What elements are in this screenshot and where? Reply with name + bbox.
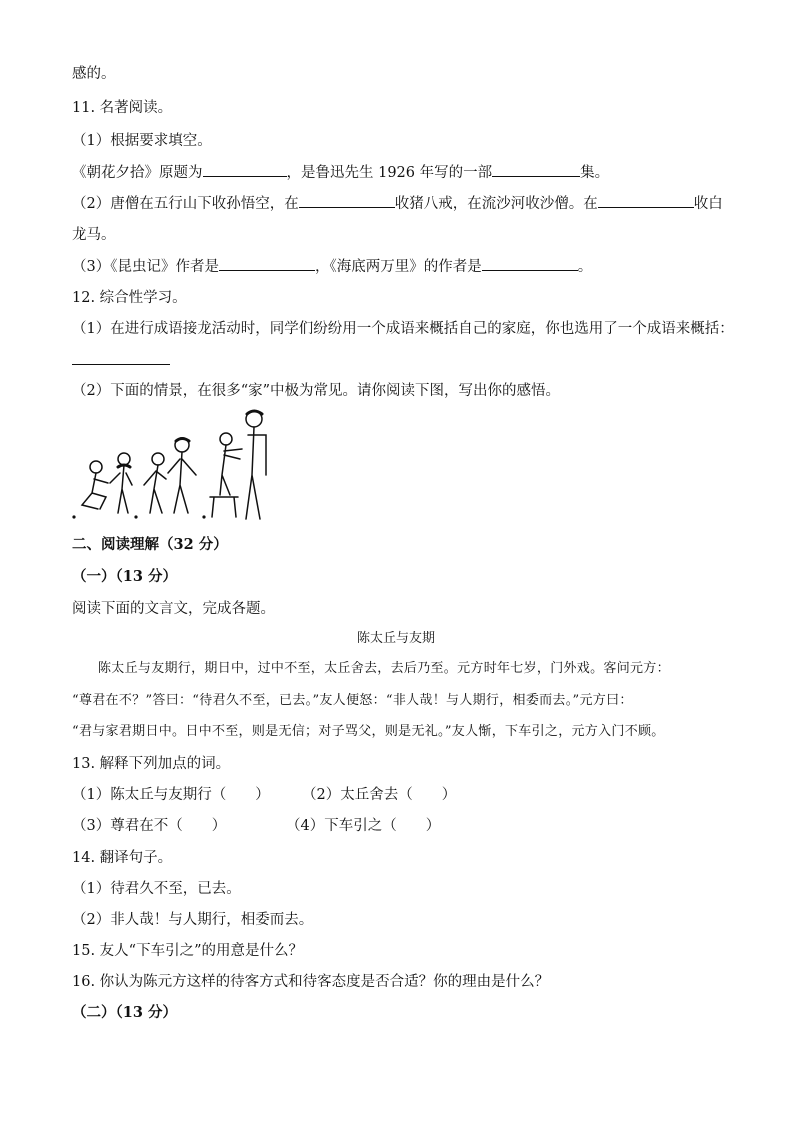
text-segment: 收白: [693, 196, 723, 212]
question-14-1: （1）待君久不至，已去。: [72, 881, 241, 897]
question-13-3: （3）尊君在不（ ）: [72, 818, 227, 834]
subsection-heading: （二）（13 分）: [72, 1004, 177, 1021]
answer-blank[interactable]: [72, 350, 170, 365]
answer-blank[interactable]: [492, 162, 580, 177]
text-segment: ，《海底两万里》的作者是: [314, 259, 482, 275]
question-13-1: （1）陈太丘与友期行（ ）: [72, 787, 270, 803]
instruction-line: 阅读下面的文言文，完成各题。: [72, 601, 275, 617]
text-segment: ，是鲁迅先生 1926 年写的一部: [286, 165, 493, 181]
text-segment: 收猪八戒，在流沙河收沙僧。在: [394, 196, 598, 212]
passage-line: 陈太丘与友期行，期日中，过中不至，太丘舍去，去后乃至。元方时年七岁，门外戏。客问元方：: [98, 661, 670, 676]
question-13-4: （4）下车引之（ ）: [286, 818, 441, 834]
answer-blank[interactable]: [598, 193, 694, 208]
stool: [210, 497, 238, 517]
figure-head: [118, 453, 130, 465]
question-14-heading: 14. 翻译句子。: [72, 850, 173, 866]
question-11-2: [72, 193, 723, 214]
question-11-heading: 11. 名著阅读。: [72, 100, 173, 116]
answer-blank[interactable]: [482, 256, 578, 271]
answer-blank[interactable]: [299, 193, 395, 208]
text-line: 感的。: [72, 66, 116, 82]
instruction-line: （1）根据要求填空。: [72, 133, 212, 149]
subsection-heading: （一）（13 分）: [72, 568, 177, 585]
answer-blank[interactable]: [219, 256, 315, 271]
text-segment: （3）《昆虫记》作者是: [72, 259, 219, 275]
figure-body: [110, 465, 132, 513]
passage-title: 陈太丘与友期: [357, 631, 436, 646]
question-12-heading: 12. 综合性学习。: [72, 290, 187, 306]
passage-line: “君与家君期日中。日中不至，则是无信；对子骂父，则是无礼。”友人惭，下车引之，元方入门不顾。: [72, 724, 665, 739]
figure-arm: [94, 479, 108, 483]
passage-line: “尊君在不？”答曰：“待君久不至，已去。”友人便怒：“非人哉！与人期行，相委而去。”元方曰：: [72, 693, 633, 708]
text-line: 龙马。: [72, 227, 116, 243]
question-12-2: （2）下面的情景，在很多“家”中极为常见。请你阅读下图，写出你的感悟。: [72, 383, 561, 399]
figure-head: [90, 461, 102, 473]
text-segment: 。: [577, 259, 593, 275]
question-14-2: （2）非人哉！与人期行，相委而去。: [72, 912, 314, 928]
question-15: 15. 友人“下车引之”的用意是什么？: [72, 943, 303, 959]
answer-blank[interactable]: [203, 162, 287, 177]
section-heading: 二、阅读理解（32 分）: [72, 536, 228, 553]
family-cartoon-illustration: [70, 405, 280, 525]
question-13-2: （2）太丘舍去（ ）: [302, 787, 457, 803]
question-16: 16. 你认为陈元方这样的待客方式和待客态度是否合适？你的理由是什么？: [72, 974, 550, 990]
question-13-heading: 13. 解释下列加点的词。: [72, 756, 231, 772]
text-segment: （2）唐僧在五行山下收孙悟空，在: [72, 196, 299, 212]
question-12-1: （1）在进行成语接龙活动时，同学们纷纷用一个成语来概括自己的家庭，你也选用了一个成语来概括：: [72, 321, 734, 337]
question-11-3: [72, 256, 592, 277]
text-segment: 《朝花夕拾》原题为: [72, 165, 203, 181]
text-segment: 集。: [580, 165, 610, 181]
question-11-1: [72, 162, 609, 183]
